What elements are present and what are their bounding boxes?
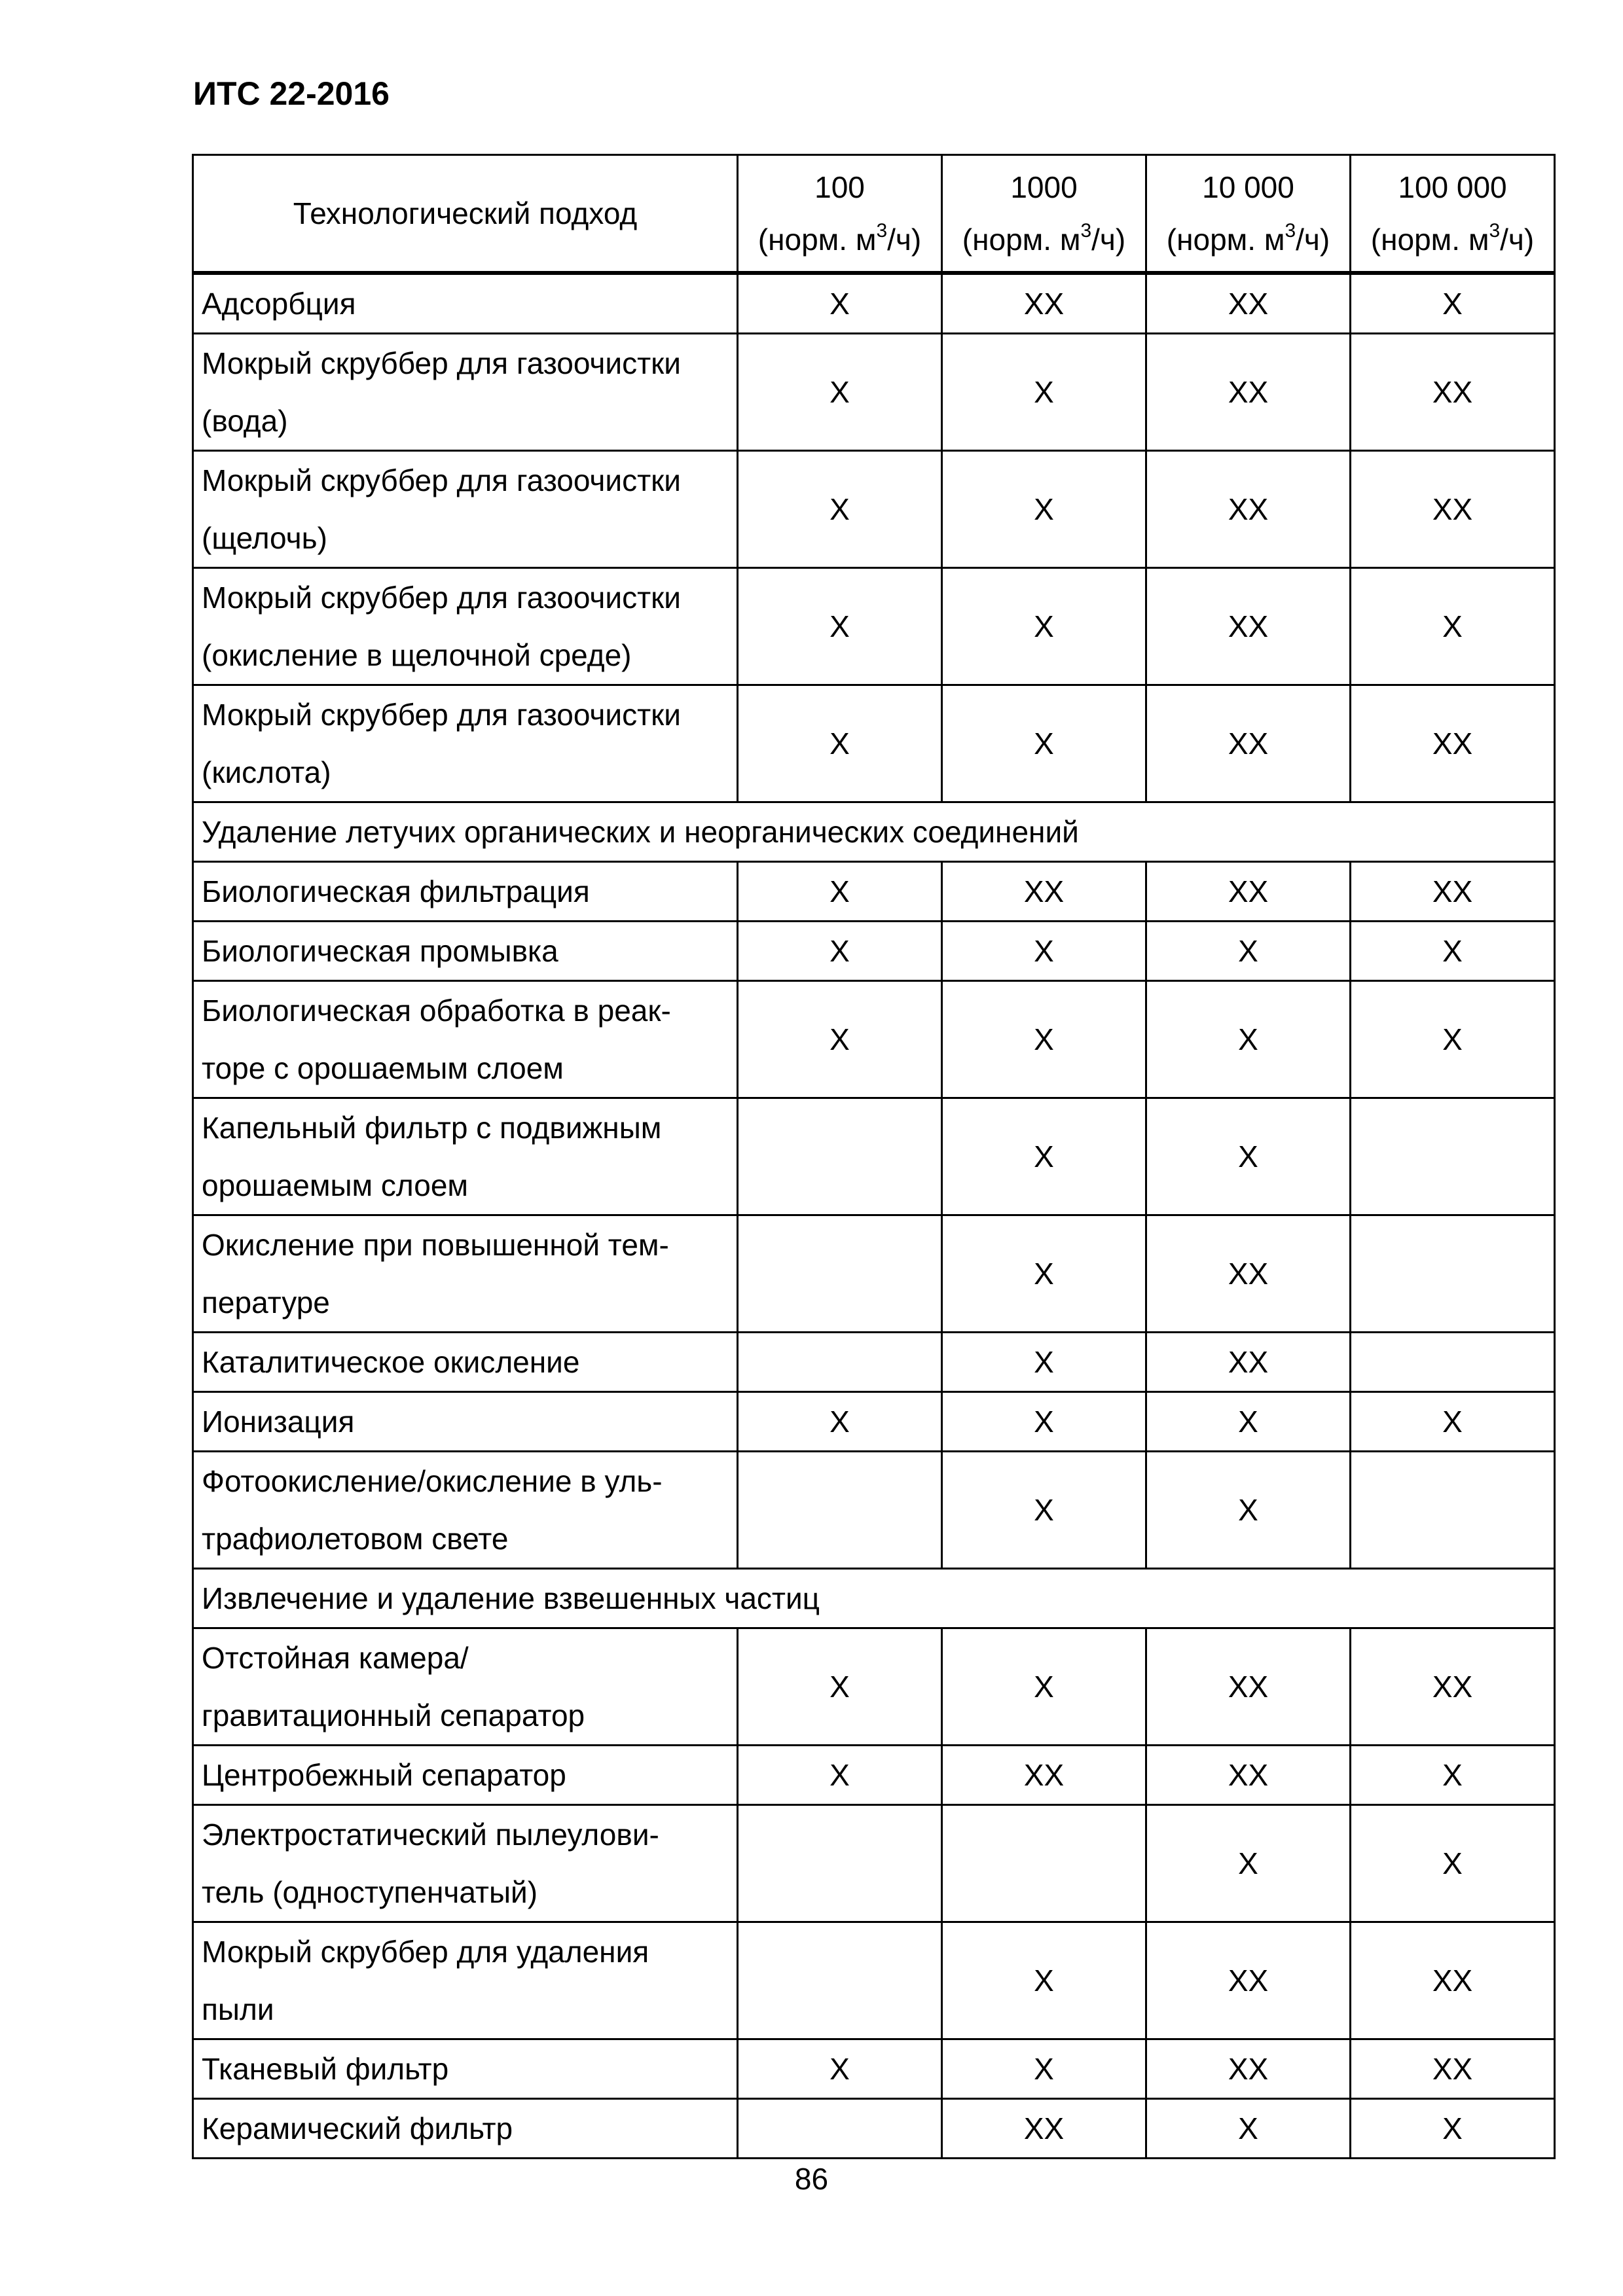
applicability-mark: X — [1351, 1746, 1555, 1805]
applicability-mark — [942, 1805, 1146, 1922]
header-unit: (норм. $м^3/ч$) — [757, 219, 922, 257]
applicability-mark: X — [942, 1452, 1146, 1569]
applicability-mark: XX — [1146, 568, 1351, 685]
approach-name-line: Каталитическое окисление — [202, 1345, 580, 1379]
table-body — [193, 273, 1555, 2159]
applicability-mark: XX — [1351, 685, 1555, 802]
applicability-mark: X — [942, 685, 1146, 802]
table-row — [193, 862, 1555, 922]
applicability-mark: X — [738, 981, 942, 1098]
approach-name-line: Окисление при повышенной тем- — [202, 1228, 669, 1262]
applicability-mark: X — [942, 1922, 1146, 2039]
applicability-mark — [738, 1333, 942, 1392]
approach-name-line: Ионизация — [202, 1405, 355, 1439]
approach-name — [193, 1628, 738, 1746]
applicability-mark — [738, 1452, 942, 1569]
approach-name-line: Биологическая промывка — [202, 934, 558, 968]
applicability-mark — [1351, 1452, 1555, 1569]
approach-name — [193, 1215, 738, 1333]
applicability-mark: X — [942, 2039, 1146, 2099]
approach-name — [193, 862, 738, 922]
applicability-mark: XX — [1351, 451, 1555, 568]
applicability-mark — [738, 1098, 942, 1215]
applicability-mark: XX — [1351, 1922, 1555, 2039]
table-row — [193, 685, 1555, 802]
table-row — [193, 1098, 1555, 1215]
header-unit: (норм. $м^3/ч$) — [962, 219, 1126, 257]
table-header — [193, 155, 1555, 274]
approach-name-line: (кислота) — [202, 755, 331, 789]
approach-name — [193, 1333, 738, 1392]
applicability-mark: X — [1146, 1452, 1351, 1569]
table-row — [193, 981, 1555, 1098]
approach-name — [193, 1746, 738, 1805]
table-row — [193, 1392, 1555, 1452]
header-capacity-value: 100 000 — [1398, 170, 1507, 204]
approach-name-line: Отстойная камера/ — [202, 1641, 469, 1675]
applicability-mark: X — [738, 273, 942, 334]
approach-name-line: Капельный фильтр с подвижным — [202, 1111, 662, 1145]
approach-name — [193, 1098, 738, 1215]
approach-name-line: гравитационный сепаратор — [202, 1698, 585, 1732]
approach-name — [193, 685, 738, 802]
table-row — [193, 273, 1555, 334]
applicability-mark: X — [1146, 2099, 1351, 2159]
applicability-mark: X — [942, 451, 1146, 568]
header-capacity-value: 1000 — [1010, 170, 1078, 204]
applicability-mark: XX — [1351, 334, 1555, 451]
applicability-mark: X — [738, 922, 942, 981]
approach-name — [193, 922, 738, 981]
applicability-mark — [1351, 1215, 1555, 1333]
applicability-mark: XX — [1146, 2039, 1351, 2099]
approach-name-line: Мокрый скруббер для удаления — [202, 1935, 649, 1969]
approach-name — [193, 334, 738, 451]
approach-name-line: Мокрый скруббер для газоочистки — [202, 581, 681, 615]
table-row — [193, 334, 1555, 451]
approach-name-line: орошаемым слоем — [202, 1168, 469, 1202]
approach-name-line: пыли — [202, 1992, 274, 2026]
applicability-mark: X — [1146, 922, 1351, 981]
applicability-mark: X — [1351, 2099, 1555, 2159]
approach-name-line: Электростатический пылеулови- — [202, 1818, 659, 1852]
approach-name — [193, 273, 738, 334]
applicability-mark: X — [1351, 273, 1555, 334]
header-capacity-col — [942, 155, 1146, 274]
applicability-mark: X — [738, 1746, 942, 1805]
applicability-mark: X — [942, 922, 1146, 981]
approach-name-line: Биологическая обработка в реак- — [202, 994, 671, 1028]
applicability-mark: X — [1146, 1805, 1351, 1922]
applicability-mark: X — [942, 1392, 1146, 1452]
page-number: 86 — [794, 2162, 829, 2196]
approach-name — [193, 568, 738, 685]
applicability-mark: XX — [1351, 862, 1555, 922]
section-row — [193, 802, 1555, 862]
applicability-mark: X — [942, 1628, 1146, 1746]
header-capacity-value: 10 000 — [1202, 170, 1294, 204]
approach-name-line: (окисление в щелочной среде) — [202, 638, 632, 672]
applicability-mark: XX — [1351, 1628, 1555, 1746]
table-row — [193, 2039, 1555, 2099]
applicability-mark: X — [738, 862, 942, 922]
section-label: Удаление летучих органических и неорганических соединений — [193, 802, 1555, 862]
applicability-mark: X — [738, 334, 942, 451]
applicability-mark: X — [738, 451, 942, 568]
applicability-mark: XX — [942, 1746, 1146, 1805]
document-code: ИТС 22-2016 — [193, 75, 390, 112]
applicability-mark: X — [738, 685, 942, 802]
approach-name-line: трафиолетовом свете — [202, 1522, 509, 1556]
table-row — [193, 2099, 1555, 2159]
applicability-mark — [738, 1922, 942, 2039]
applicability-mark: X — [1146, 1098, 1351, 1215]
approach-name-line: Центробежный сепаратор — [202, 1758, 566, 1792]
applicability-mark: X — [1351, 568, 1555, 685]
header-row — [193, 155, 1555, 274]
applicability-mark — [1351, 1333, 1555, 1392]
approach-name-line: (щелочь) — [202, 521, 327, 555]
section-label: Извлечение и удаление взвешенных частиц — [193, 1569, 1555, 1628]
table-row — [193, 1628, 1555, 1746]
applicability-mark: X — [1351, 981, 1555, 1098]
table-row — [193, 922, 1555, 981]
approach-name-line: Мокрый скруббер для газоочистки — [202, 698, 681, 732]
section-row — [193, 1569, 1555, 1628]
applicability-mark: X — [1351, 1805, 1555, 1922]
table-row — [193, 1805, 1555, 1922]
applicability-mark: X — [942, 568, 1146, 685]
approach-name — [193, 1392, 738, 1452]
applicability-mark: X — [738, 568, 942, 685]
applicability-mark: X — [942, 981, 1146, 1098]
applicability-mark: XX — [1146, 334, 1351, 451]
approach-name — [193, 2039, 738, 2099]
table-row — [193, 1452, 1555, 1569]
approach-name — [193, 1805, 738, 1922]
header-capacity-col — [738, 155, 942, 274]
applicability-mark: XX — [942, 862, 1146, 922]
applicability-mark: XX — [1146, 685, 1351, 802]
applicability-mark: X — [738, 2039, 942, 2099]
approach-name-line: Адсорбция — [202, 287, 356, 321]
applicability-mark: X — [1351, 922, 1555, 981]
applicability-mark: XX — [1146, 1628, 1351, 1746]
applicability-mark: XX — [1146, 1922, 1351, 2039]
applicability-mark: X — [1146, 981, 1351, 1098]
approach-name — [193, 451, 738, 568]
header-unit: (норм. $м^3/ч$) — [1370, 219, 1535, 257]
applicability-mark: XX — [1146, 1746, 1351, 1805]
approach-name — [193, 1922, 738, 2039]
applicability-mark: XX — [1146, 1215, 1351, 1333]
applicability-mark: XX — [942, 273, 1146, 334]
table-row — [193, 1922, 1555, 2039]
approach-name — [193, 2099, 738, 2159]
applicability-mark: X — [1351, 1392, 1555, 1452]
applicability-mark: X — [738, 1392, 942, 1452]
applicability-mark: XX — [1146, 273, 1351, 334]
approach-name-line: торе с орошаемым слоем — [202, 1051, 564, 1085]
applicability-mark: XX — [1351, 2039, 1555, 2099]
applicability-mark: XX — [1146, 862, 1351, 922]
approach-name-line: Тканевый фильтр — [202, 2052, 449, 2086]
approach-name — [193, 1452, 738, 1569]
header-capacity-col — [1146, 155, 1351, 274]
applicability-mark: X — [942, 1098, 1146, 1215]
approach-name-line: Керамический фильтр — [202, 2111, 513, 2145]
technology-table — [192, 154, 1556, 2159]
approach-name — [193, 981, 738, 1098]
applicability-mark: X — [738, 1628, 942, 1746]
applicability-mark: X — [942, 1333, 1146, 1392]
approach-name-line: Мокрый скруббер для газоочистки — [202, 346, 681, 380]
table-row — [193, 451, 1555, 568]
header-approach: Технологический подход — [193, 155, 738, 274]
approach-name-line: (вода) — [202, 404, 288, 438]
approach-name-line: Фотоокисление/окисление в уль- — [202, 1464, 663, 1498]
approach-name-line: Мокрый скруббер для газоочистки — [202, 463, 681, 497]
approach-name-line: Биологическая фильтрация — [202, 874, 590, 908]
applicability-mark — [738, 2099, 942, 2159]
applicability-mark — [738, 1215, 942, 1333]
applicability-mark — [1351, 1098, 1555, 1215]
table-row — [193, 1215, 1555, 1333]
header-capacity-value: 100 — [814, 170, 865, 204]
applicability-mark: XX — [1146, 451, 1351, 568]
header-capacity-col — [1351, 155, 1555, 274]
applicability-mark: X — [942, 334, 1146, 451]
header-unit: (норм. $м^3/ч$) — [1166, 219, 1330, 257]
approach-name-line: пературе — [202, 1285, 330, 1319]
applicability-mark: XX — [1146, 1333, 1351, 1392]
applicability-mark — [738, 1805, 942, 1922]
applicability-mark: X — [1146, 1392, 1351, 1452]
approach-name-line: тель (одноступенчатый) — [202, 1875, 538, 1909]
applicability-mark: X — [942, 1215, 1146, 1333]
table-row — [193, 568, 1555, 685]
table-row — [193, 1333, 1555, 1392]
applicability-mark: XX — [942, 2099, 1146, 2159]
table-row — [193, 1746, 1555, 1805]
